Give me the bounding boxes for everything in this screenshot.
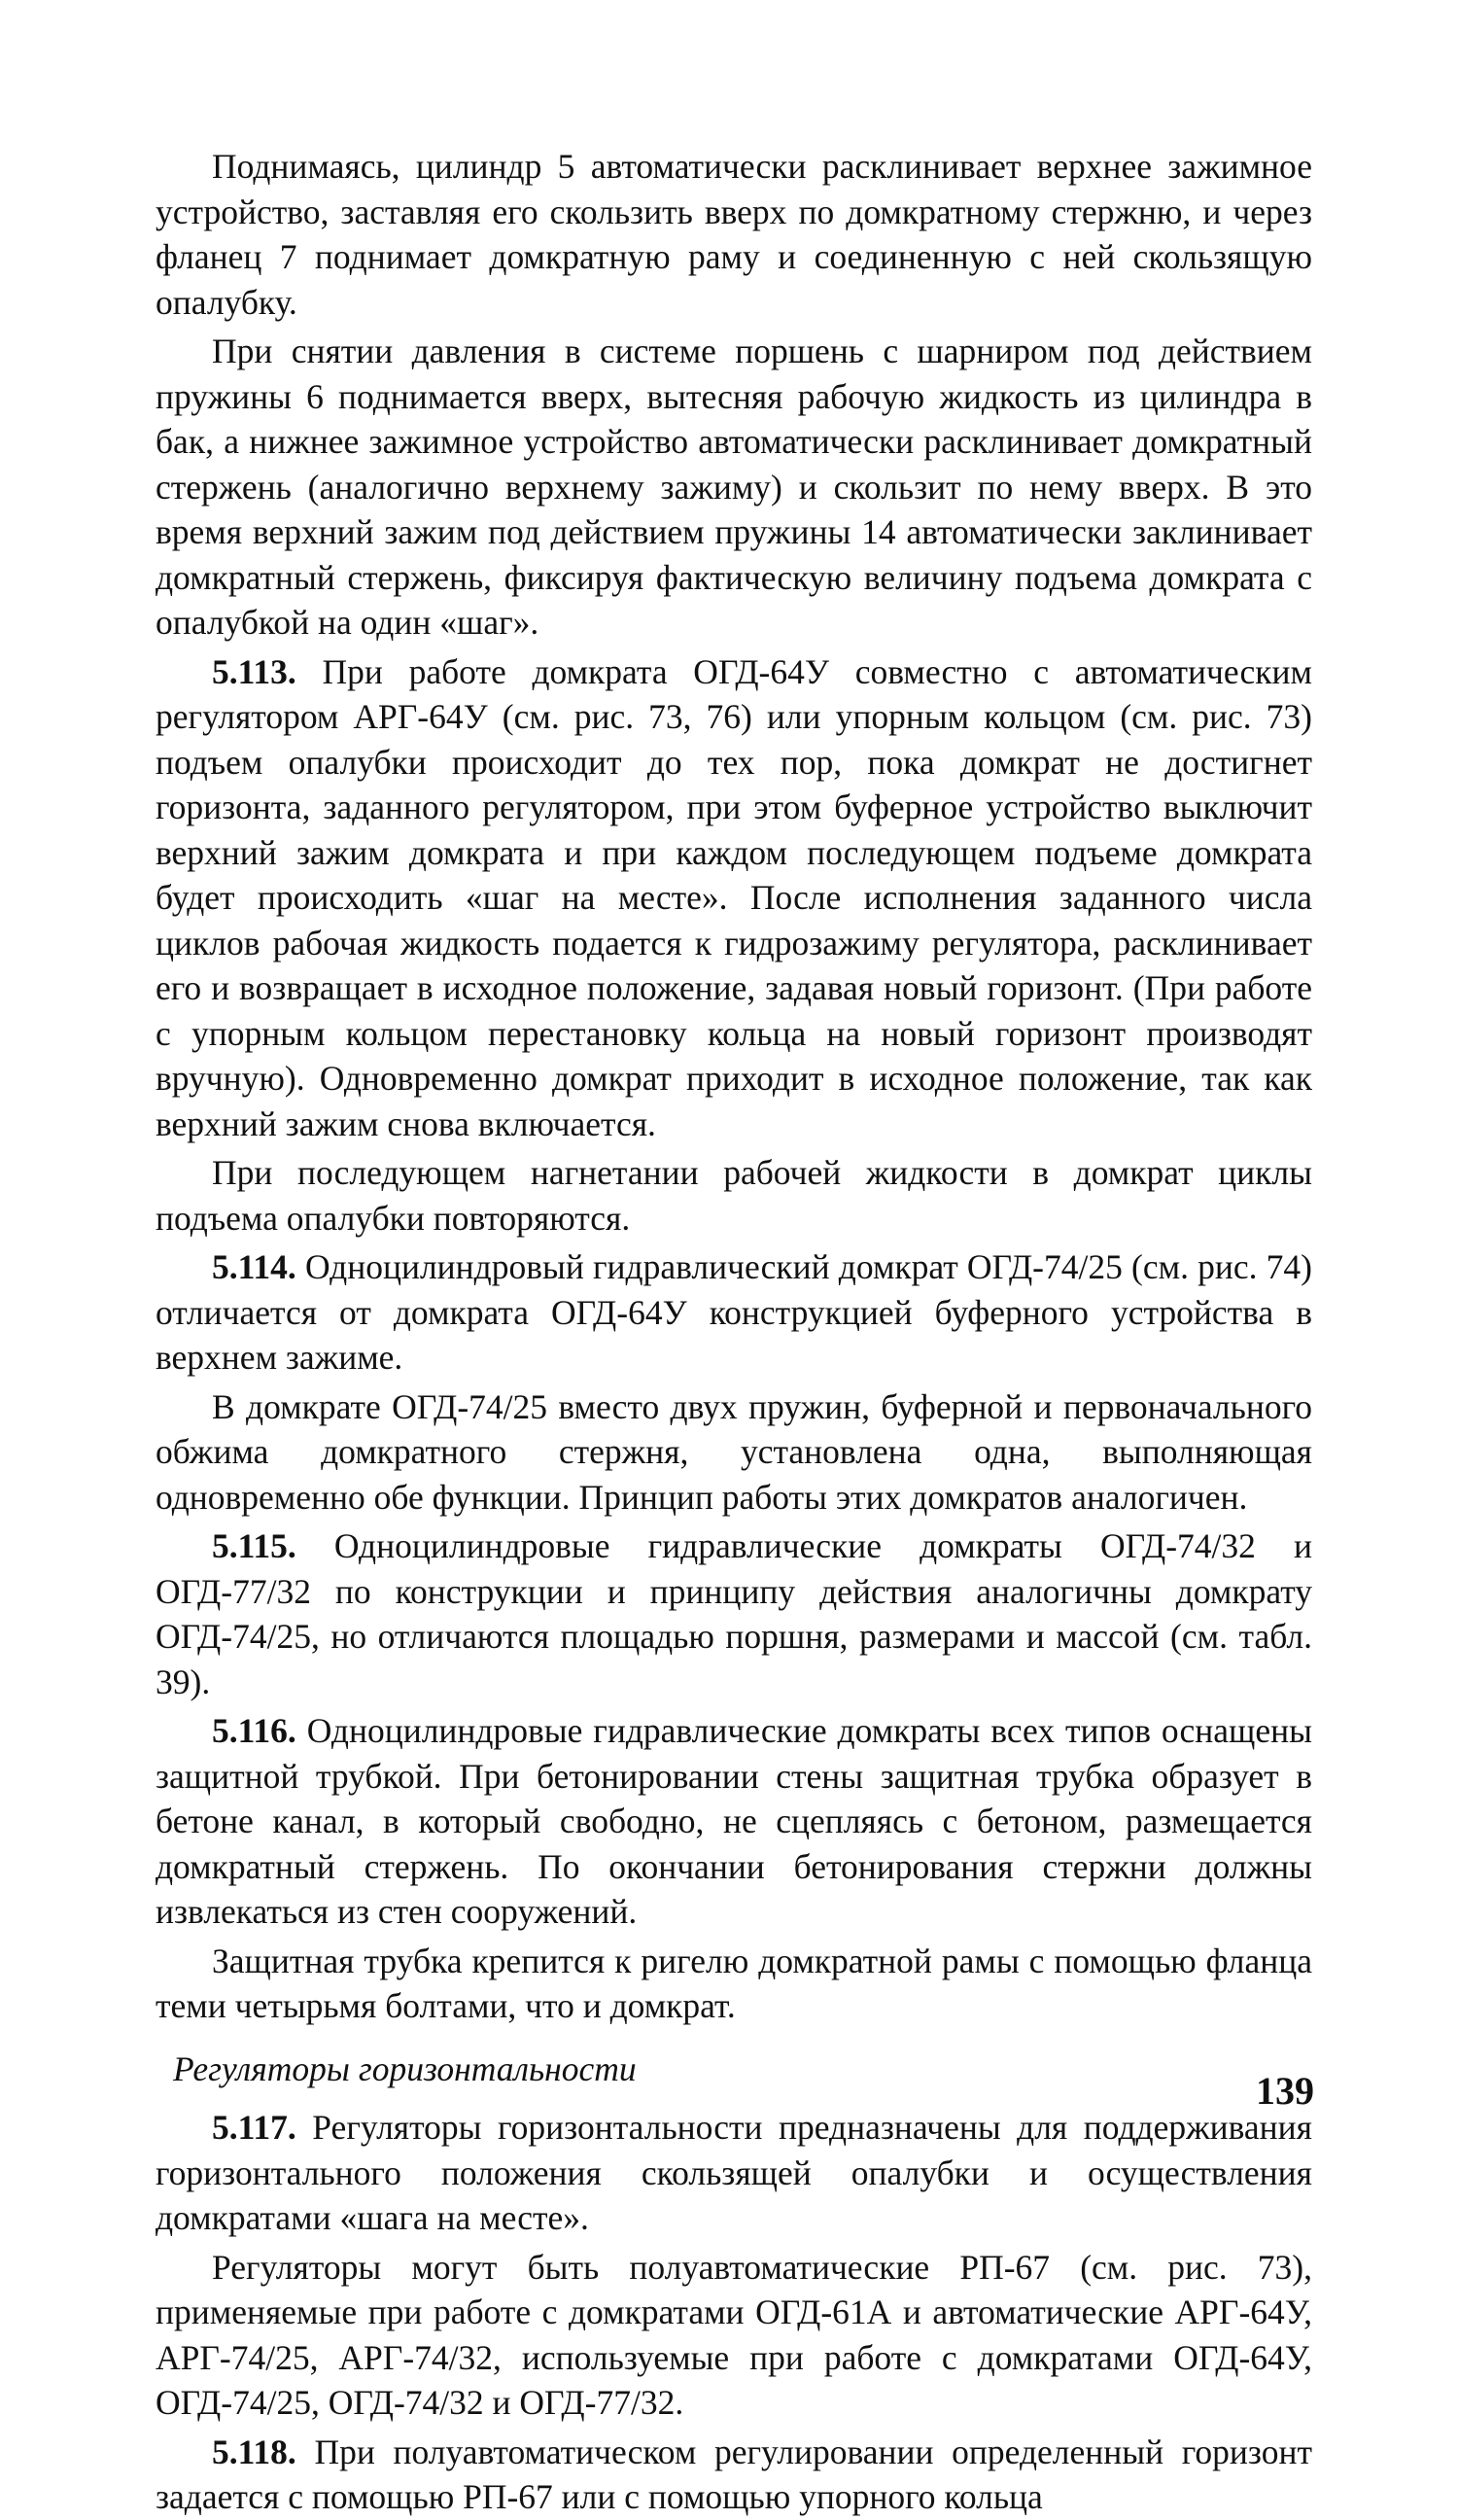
paragraph-number: 5.117. bbox=[212, 2108, 296, 2147]
paragraph-number: 5.113. bbox=[212, 651, 296, 691]
numbered-paragraph-5-118 bbox=[156, 2430, 1312, 2520]
paragraph-text: При работе домкрата ОГД-64У совместно с автоматическим регулятором АРГ-64У (см. рис. 73, 76) или упорным кольцом (см. рис. 73) подъем опалубки происходит до тех пор, пока домкрат не достигнет горизонта, заданного регулятором, при этом буферное устройство выключит верхний зажим домкрата и при каждом последующем подъеме домкрата будет происходить «шаг на месте». После исполнения заданного числа циклов рабочая жидкость подается к гидрозажиму регулятора, расклинивает его и возвращает в исходное положение, задавая новый горизонт. (При работе с упорным кольцом перестановку кольца на новый горизонт производят вручную). Одновременно домкрат приходит в исходное положение, так как верхний зажим снова включается. bbox=[156, 651, 1312, 1143]
numbered-paragraph-5-113 bbox=[156, 649, 1312, 1147]
paragraph-number: 5.115. bbox=[212, 1526, 296, 1565]
section-heading: Регуляторы горизонтальности bbox=[173, 2048, 637, 2088]
numbered-paragraph-5-114 bbox=[156, 1244, 1312, 1381]
page-number: 139 bbox=[1256, 2069, 1314, 2113]
numbered-paragraph-5-116 bbox=[156, 1708, 1312, 1935]
paragraph bbox=[156, 1939, 1312, 2029]
paragraph-number: 5.114. bbox=[212, 1247, 296, 1286]
paragraph bbox=[156, 144, 1312, 325]
paragraph-text: Одноцилиндровый гидравлический домкрат ОГД-74/25 (см. рис. 74) отличается от домкрата ОГД-64У конструкцией буферного устройства в верхнем зажиме. bbox=[156, 1247, 1312, 1377]
paragraph bbox=[156, 329, 1312, 646]
paragraph-text: При снятии давления в системе поршень с шарниром под действием пружины 6 поднимается вверх, вытесняя рабочую жидкость из цилиндра в бак, а нижнее зажимное устройство автоматически расклинивает домкратный стержень (аналогично верхнему зажиму) и скользит по нему вверх. В это время верхний зажим под действием пружины 14 автоматически заклинивает домкратный стержень, фиксируя фактическую величину подъема домкрата с опалубкой на один «шаг». bbox=[156, 332, 1312, 642]
paragraph bbox=[156, 2245, 1312, 2426]
paragraph-text: Регуляторы горизонтальности предназначены для поддерживания горизонтального положения скользящей опалубки и осуществления домкратами «шага на месте». bbox=[156, 2108, 1312, 2237]
paragraph-text: Поднимаясь, цилиндр 5 автоматически расклинивает верхнее зажимное устройство, заставляя его скользить вверх по домкратному стержню, и через фланец 7 поднимает домкратную раму и соединенную с ней скользящую опалубку. bbox=[156, 147, 1312, 322]
numbered-paragraph-5-115 bbox=[156, 1523, 1312, 1704]
paragraph-text: Одноцилиндровые гидравлические домкраты ОГД-74/32 и ОГД-77/32 по конструкции и принципу действия аналогичны домкрату ОГД-74/25, но отличаются площадью поршня, размерами и массой (см. табл. 39). bbox=[156, 1526, 1312, 1701]
paragraph-text: Одноцилиндровые гидравлические домкраты всех типов оснащены защитной трубкой. При бетонировании стены защитная трубка образует в бетоне канал, в который свободно, не сцепляясь с бетоном, размещается домкратный стержень. По окончании бетонирования стержни должны извлекаться из стен сооружений. bbox=[156, 1711, 1313, 1931]
paragraph-text: При полуавтоматическом регулировании определенный горизонт задается с помощью РП-67 или с помощью упорного кольца bbox=[156, 2432, 1312, 2516]
paragraph-number: 5.118. bbox=[212, 2432, 296, 2471]
numbered-paragraph-5-117 bbox=[156, 2105, 1312, 2241]
paragraph-text: При последующем нагнетании рабочей жидкости в домкрат циклы подъема опалубки повторяются. bbox=[156, 1153, 1312, 1238]
paragraph-text: Регуляторы могут быть полуавтоматические РП-67 (см. рис. 73), применяемые при работе с домкратами ОГД-61А и автоматические АРГ-64У, АРГ-74/25, АРГ-74/32, используемые при работе с домкратами ОГД-64У, ОГД-74/25, ОГД-74/32 и ОГД-77/32. bbox=[156, 2247, 1312, 2422]
page-body bbox=[156, 144, 1312, 2520]
paragraph bbox=[156, 1384, 1312, 1521]
paragraph-number: 5.116. bbox=[212, 1711, 296, 1750]
paragraph bbox=[156, 1150, 1312, 1241]
paragraph-text: В домкрате ОГД-74/25 вместо двух пружин, буферной и первоначального обжима домкратного стержня, установлена одна, выполняющая одновременно обе функции. Принцип работы этих домкратов аналогичен. bbox=[156, 1386, 1312, 1517]
paragraph-text: Защитная трубка крепится к ригелю домкратной рамы с помощью фланца теми четырьмя болтами, что и домкрат. bbox=[156, 1941, 1312, 2025]
